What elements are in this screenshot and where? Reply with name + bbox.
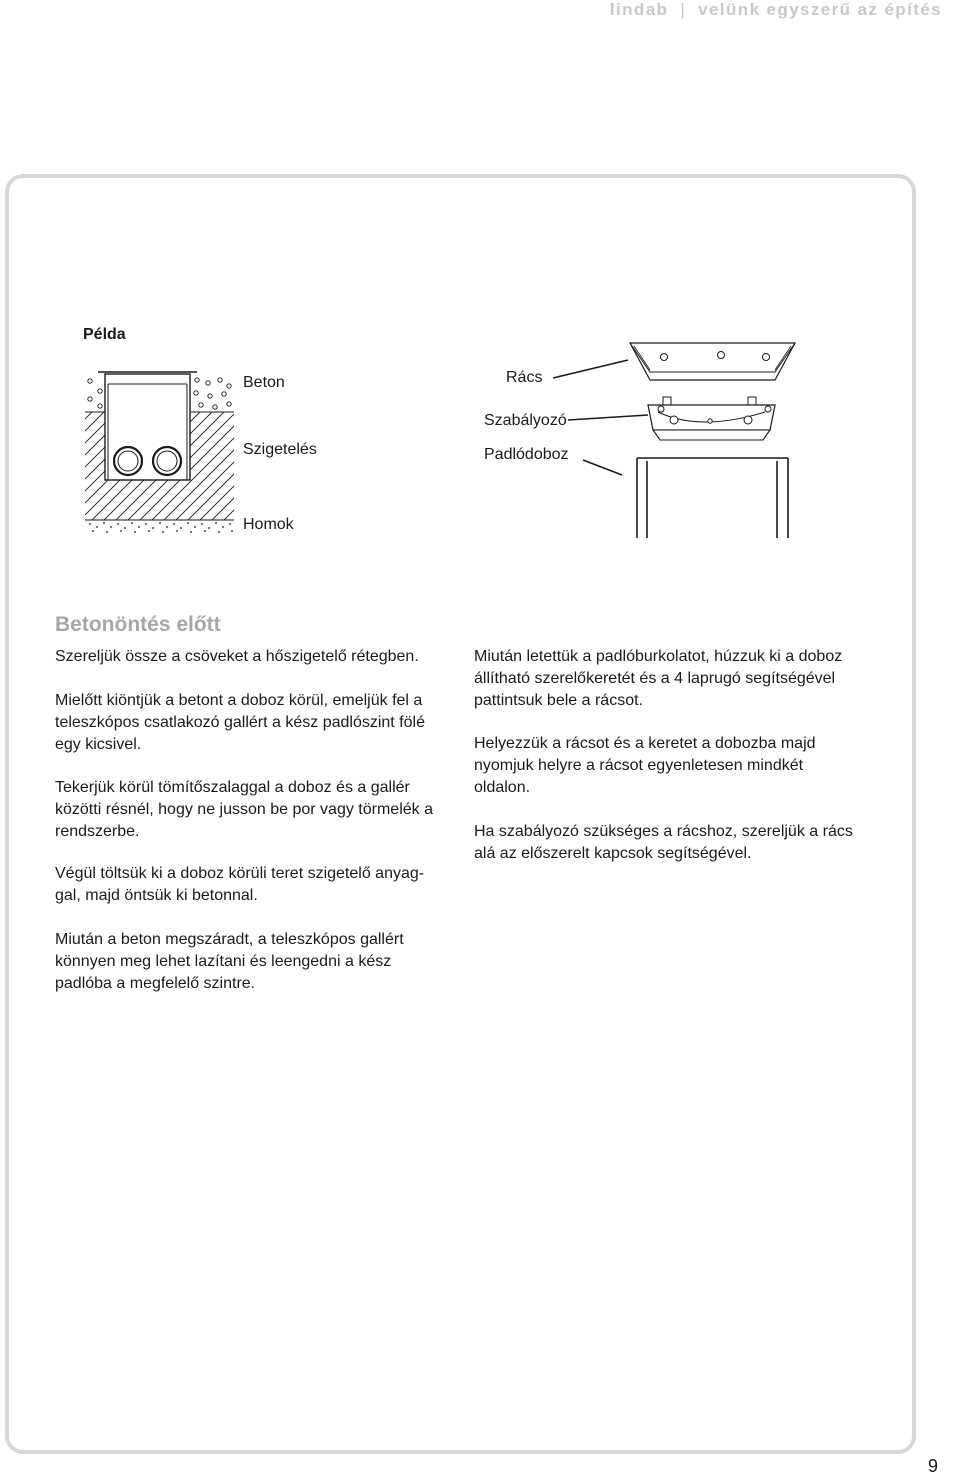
brand-tagline: velünk egyszerű az építés (698, 0, 942, 19)
brand-name: lindab (609, 0, 669, 19)
left-paragraph-2: Mielőtt kiöntjük a betont a doboz körül, emeljük fel a teleszkópos csatlakozó gallért a kész padlószint fölé egy kicsivel. (55, 692, 425, 753)
label-szabalyozo: Szabályozó (484, 412, 567, 429)
right-paragraph-3: Ha szabályozó szükséges a rácshoz, szereljük a rács alá az előszerelt kapcsok segítségével. (474, 823, 853, 862)
label-racs: Rács (506, 369, 543, 386)
label-homok: Homok (243, 516, 294, 533)
right-paragraph-1: Miután letettük a padlóburkolatot, húzzuk ki a doboz állítható szerelőkeretét és a 4 laprugó segítségével pattintsuk bele a rácsot. (474, 648, 843, 709)
sand-layer (85, 520, 234, 533)
section-title: Betonöntés előtt (55, 613, 221, 636)
label-beton: Beton (243, 374, 285, 391)
left-paragraph-5: Miután a beton megszáradt, a teleszkópos gallért könnyen meg lehet lazítani és leengedni a kész padlóba a megfelelő szintre. (55, 931, 404, 992)
left-paragraph-4: Végül töltsük ki a doboz körüli teret szigetelő anyag-gal, majd öntsük ki betonnal. (55, 865, 425, 904)
page-number: 9 (927, 1456, 938, 1476)
right-paragraph-2: Helyezzük a rácsot és a keretet a dobozba majd nyomjuk helyre a rácsot egyenletesen mindkét oldalon. (474, 735, 816, 796)
label-szigeteles: Szigetelés (243, 441, 317, 458)
regulator (648, 397, 775, 440)
left-paragraph-1: Szereljük össze a csöveket a hőszigetelő rétegben. (55, 648, 419, 665)
floor-box (98, 372, 197, 480)
example-label: Példa (83, 326, 126, 343)
floor-box-body (637, 458, 788, 538)
floor-box-cross-section-diagram (0, 0, 960, 560)
label-padlodoboz: Padlódoboz (484, 446, 569, 463)
grille (630, 343, 795, 380)
header-separator: | (680, 0, 687, 19)
left-paragraph-3: Tekerjük körül tömítőszalaggal a doboz és a gallér közötti résnél, hogy ne jusson be por vagy törmelék a rendszerbe. (55, 779, 433, 840)
